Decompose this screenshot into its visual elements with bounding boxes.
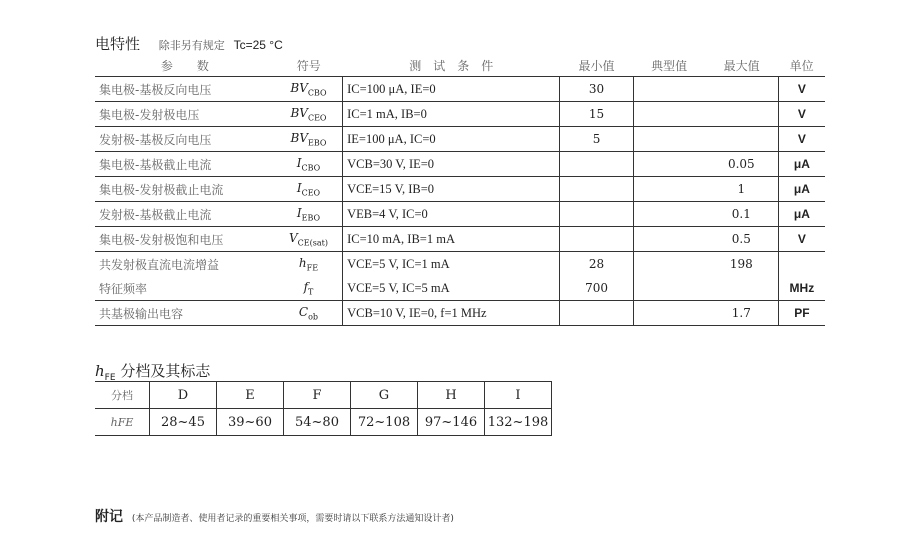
symbol-main: C <box>298 304 309 319</box>
max-cell: 0.1 <box>705 202 778 227</box>
param-cell: 集电极-发射极截止电流 <box>95 177 275 202</box>
unit-cell: V <box>778 227 825 252</box>
max-cell: 0.05 <box>705 152 778 177</box>
param-cell: 共发射极直流电流增益 <box>99 257 220 272</box>
symbol-main: I <box>296 180 302 195</box>
max-cell <box>705 127 778 152</box>
footnote <box>95 506 454 526</box>
param-cell: 集电极-发射极饱和电压 <box>95 227 275 252</box>
unit-cell: μA <box>778 202 825 227</box>
header-unit: 单位 <box>778 54 825 77</box>
min-cell: 30 <box>560 77 633 102</box>
symbol-cell <box>275 227 343 252</box>
table-row <box>95 77 825 102</box>
hfe-range-label-text: hFE <box>110 415 134 429</box>
table-row <box>95 102 825 127</box>
hfe-range-label <box>95 409 150 436</box>
max-cell: 1.7 <box>705 301 778 326</box>
max-cell <box>705 77 778 102</box>
param-cell: 发射极-基极反向电压 <box>95 127 275 152</box>
test-condition-cell: VEB=4 V, IC=0 <box>343 202 560 227</box>
table-row <box>95 252 825 277</box>
test-condition-cell: VCE=5 V, IC=1 mA <box>343 252 560 277</box>
test-condition-cell: IE=100 μA, IC=0 <box>343 127 560 152</box>
symbol-main: BV <box>290 130 308 145</box>
hfe-title <box>95 360 210 383</box>
symbol-cell <box>275 102 343 127</box>
symbol-main: h <box>298 255 307 270</box>
electrical-characteristics-table <box>95 54 825 326</box>
hfe-grade: F <box>284 382 351 409</box>
min-cell: 28 <box>560 252 633 277</box>
typ-cell <box>633 127 705 152</box>
test-condition-cell: VCE=5 V, IC=5 mA <box>343 276 560 301</box>
symbol-cell <box>275 152 343 177</box>
symbol-main: V <box>289 230 298 245</box>
symbol-main: BV <box>290 105 308 120</box>
symbol-main: I <box>296 155 302 170</box>
test-condition-cell: IC=10 mA, IB=1 mA <box>343 227 560 252</box>
symbol-subscript: CE(sat) <box>297 238 328 248</box>
hfe-range: 28~45 <box>150 409 217 436</box>
typ-cell <box>633 77 705 102</box>
symbol-subscript: ob <box>308 312 319 322</box>
hfe-grade: I <box>485 382 552 409</box>
param-cell: 发射极-基极截止电流 <box>95 202 275 227</box>
hfe-range: 72~108 <box>351 409 418 436</box>
symbol-cell <box>275 301 343 326</box>
param-cell: 集电极-基极截止电流 <box>95 152 275 177</box>
section-note: 除非另有规定 <box>158 39 225 52</box>
section-title-text: 电特性 <box>95 35 141 53</box>
symbol-cell <box>275 276 343 301</box>
unit-cell: V <box>778 127 825 152</box>
table-row <box>95 202 825 227</box>
typ-cell <box>633 102 705 127</box>
symbol-subscript: CBO <box>301 163 321 173</box>
table-row <box>95 276 825 301</box>
symbol-cell <box>275 177 343 202</box>
header-test: 测 试 条 件 <box>343 54 560 77</box>
max-cell: 0.5 <box>705 227 778 252</box>
symbol-subscript: EBO <box>308 138 327 148</box>
table-row <box>95 152 825 177</box>
symbol-subscript: CEO <box>307 113 327 123</box>
symbol-cell <box>275 202 343 227</box>
table-row <box>95 301 825 326</box>
symbol-subscript: EBO <box>301 213 321 223</box>
table-row <box>95 227 825 252</box>
hfe-range: 97~146 <box>418 409 485 436</box>
hfe-range: 39~60 <box>217 409 284 436</box>
hfe-grade-row <box>95 382 552 409</box>
param-cell: 特征频率 <box>95 276 275 301</box>
symbol-subscript: CEO <box>301 188 321 198</box>
symbol-subscript: CBO <box>307 88 327 98</box>
param-cell: 集电极-基极反向电压 <box>95 77 275 102</box>
symbol-main: I <box>296 205 302 220</box>
symbol-cell <box>275 127 343 152</box>
test-condition-cell: VCB=10 V, IE=0, f=1 MHz <box>343 301 560 326</box>
symbol-cell <box>275 252 343 277</box>
unit-cell: μA <box>778 152 825 177</box>
typ-cell <box>633 252 705 277</box>
min-cell: 700 <box>560 276 633 301</box>
header-symbol: 符号 <box>275 54 343 77</box>
test-condition-cell: VCE=15 V, IB=0 <box>343 177 560 202</box>
typ-cell <box>633 276 705 301</box>
typ-cell <box>633 152 705 177</box>
section-condition: Tc=25 °C <box>233 38 283 52</box>
max-cell: 1 <box>705 177 778 202</box>
unit-cell: MHz <box>778 276 825 301</box>
table-row <box>95 177 825 202</box>
hfe-grade: E <box>217 382 284 409</box>
test-condition-cell: IC=1 mA, IB=0 <box>343 102 560 127</box>
min-cell <box>560 202 633 227</box>
param-cell: 共基极输出电容 <box>95 301 275 326</box>
section-title <box>95 33 283 54</box>
max-cell <box>705 276 778 301</box>
header-param: 参 数 <box>95 54 275 77</box>
min-cell <box>560 227 633 252</box>
symbol-main: f <box>303 279 309 294</box>
hfe-title-text: 分档及其标志 <box>120 362 211 380</box>
typ-cell <box>633 202 705 227</box>
hfe-title-sub: FE <box>104 373 116 383</box>
min-cell: 5 <box>560 127 633 152</box>
footnote-text: (本产品制造者、使用者记录的重要相关事项，需要时请以下联系方法通知设计者) <box>131 514 454 524</box>
min-cell <box>560 177 633 202</box>
hfe-grade: D <box>150 382 217 409</box>
max-cell <box>705 102 778 127</box>
param-cell: 集电极-发射极电压 <box>95 102 275 127</box>
typ-cell <box>633 227 705 252</box>
hfe-grade: G <box>351 382 418 409</box>
hfe-grade: H <box>418 382 485 409</box>
table-header-row <box>95 54 825 77</box>
test-condition-cell: VCB=30 V, IE=0 <box>343 152 560 177</box>
min-cell <box>560 152 633 177</box>
typ-cell <box>633 301 705 326</box>
hfe-range: 54~80 <box>284 409 351 436</box>
hfe-grade-table <box>95 381 552 436</box>
header-min: 最小值 <box>560 54 633 77</box>
min-cell <box>560 301 633 326</box>
header-typ: 典型值 <box>633 54 705 77</box>
symbol-subscript: T <box>308 287 314 297</box>
footnote-label: 附记 <box>95 509 123 525</box>
table-row <box>95 127 825 152</box>
unit-cell: μA <box>778 177 825 202</box>
unit-cell: V <box>778 77 825 102</box>
typ-cell <box>633 177 705 202</box>
symbol-subscript: FE <box>306 263 319 273</box>
max-cell: 198 <box>729 257 753 271</box>
symbol-cell <box>275 77 343 102</box>
hfe-range-row <box>95 409 552 436</box>
hfe-range: 132~198 <box>485 409 552 436</box>
hfe-grade-label: 分档 <box>95 382 150 409</box>
header-max: 最大值 <box>705 54 778 77</box>
min-cell: 15 <box>560 102 633 127</box>
test-condition-cell: IC=100 μA, IE=0 <box>343 77 560 102</box>
unit-cell <box>778 252 825 277</box>
hfe-title-symbol: h <box>95 362 105 380</box>
unit-cell: V <box>778 102 825 127</box>
symbol-main: BV <box>290 80 308 95</box>
unit-cell: PF <box>778 301 825 326</box>
